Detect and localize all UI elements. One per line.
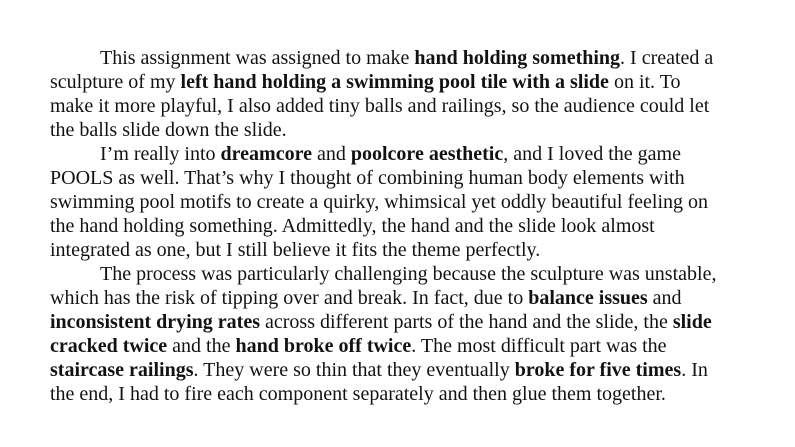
text-segment: swimming pool motifs to create a quirky, whimsical yet oddly beautiful feeling on <box>50 191 709 213</box>
document <box>50 46 745 406</box>
text-segment: . In <box>681 359 708 381</box>
text-segment: and the <box>167 335 236 357</box>
text-line <box>50 166 745 190</box>
text-segment: which has the risk of tipping over and break. In fact, due to <box>50 287 529 309</box>
text-segment: on it. To <box>608 71 681 93</box>
text-line <box>50 382 745 406</box>
text-segment: This assignment was assigned to make <box>100 47 415 69</box>
paragraph <box>50 142 745 262</box>
text-segment: , and I loved the game <box>503 143 681 165</box>
text-segment: and <box>311 143 351 165</box>
text-line <box>50 142 745 166</box>
bold-text-segment: hand holding something <box>414 47 621 69</box>
bold-text-segment: slide <box>672 311 712 333</box>
bold-text-segment: poolcore aesthetic <box>350 143 504 165</box>
text-line <box>50 70 745 94</box>
text-segment: integrated as one, but I still believe it fits the theme perfectly. <box>50 239 541 261</box>
bold-text-segment: cracked twice <box>50 335 168 357</box>
text-line <box>50 214 745 238</box>
text-line <box>50 46 745 70</box>
text-segment: the end, I had to fire each component separately and then glue them together. <box>50 383 666 405</box>
text-segment: . They were so thin that they eventually <box>193 359 515 381</box>
paragraph <box>50 262 745 406</box>
text-line <box>50 190 745 214</box>
bold-text-segment: dreamcore <box>220 143 312 165</box>
bold-text-segment: balance issues <box>528 287 648 309</box>
paragraph <box>50 46 745 142</box>
bold-text-segment: broke for five times <box>514 359 682 381</box>
text-line <box>50 118 745 142</box>
text-segment: I’m really into <box>100 143 221 165</box>
text-segment: across different parts of the hand and the slide, the <box>260 311 673 333</box>
text-segment: The process was particularly challenging because the sculpture was unstable, <box>100 263 717 285</box>
text-line <box>50 94 745 118</box>
bold-text-segment: left hand holding a swimming pool tile with a slide <box>180 71 609 93</box>
text-line <box>50 262 745 286</box>
text-segment: . The most difficult part was the <box>411 335 667 357</box>
text-line <box>50 310 745 334</box>
text-segment: the hand holding something. Admittedly, the hand and the slide look almost <box>50 215 655 237</box>
bold-text-segment: hand broke off twice <box>235 335 412 357</box>
text-segment: sculpture of my <box>50 71 181 93</box>
text-segment: . I created a <box>620 47 714 69</box>
text-line <box>50 286 745 310</box>
bold-text-segment: staircase railings <box>50 359 194 381</box>
text-segment: the balls slide down the slide. <box>50 119 287 141</box>
text-segment: and <box>647 287 682 309</box>
text-line <box>50 238 745 262</box>
text-line <box>50 358 745 382</box>
text-segment: POOLS as well. That’s why I thought of combining human body elements with <box>50 167 685 189</box>
text-segment: make it more playful, I also added tiny balls and railings, so the audience could let <box>50 95 710 117</box>
text-line <box>50 334 745 358</box>
bold-text-segment: inconsistent drying rates <box>50 311 260 333</box>
